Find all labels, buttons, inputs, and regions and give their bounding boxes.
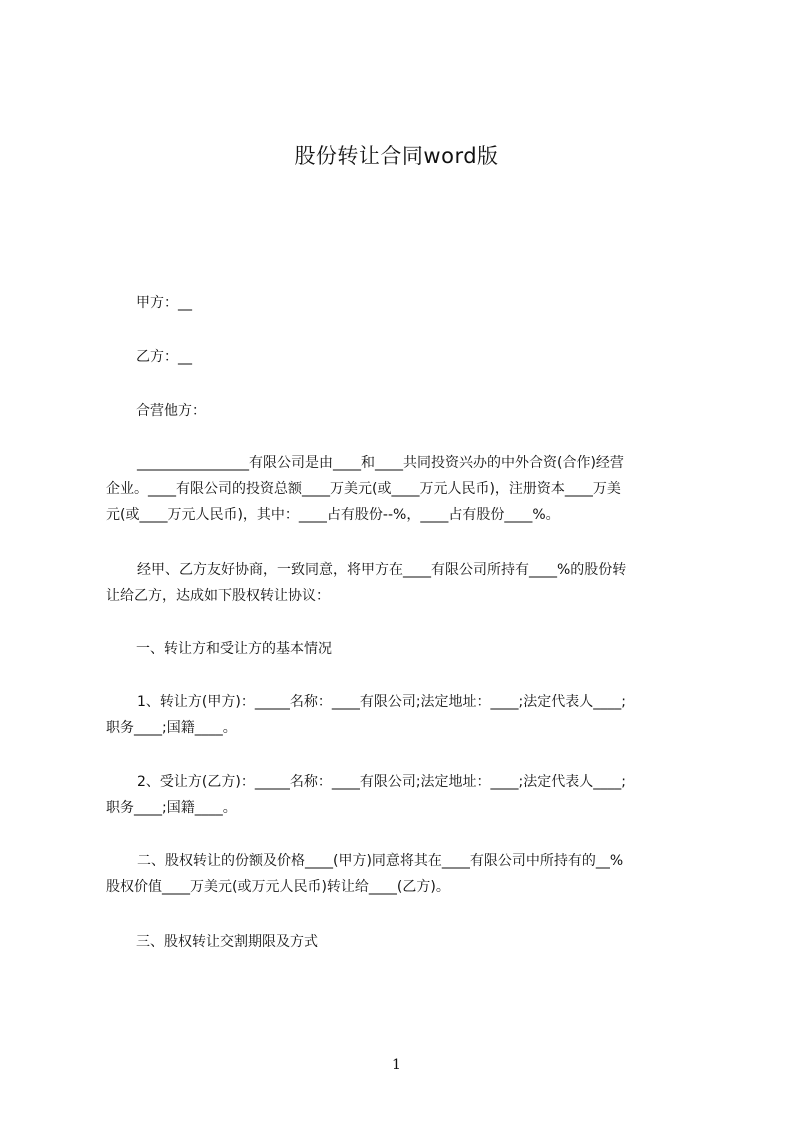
intro-paragraph <box>106 450 706 528</box>
intro-line-1: ________________有限公司是由____和____共同投资兴办的中外合资(合作)经营 <box>137 455 624 471</box>
section-2-paragraph <box>106 848 706 900</box>
agreement-line-2: 让给乙方，达成如下股权转让协议： <box>106 588 330 604</box>
intro-line-2: 企业。____有限公司的投资总额____万美元(或____万元人民币)，注册资本____万美 <box>106 481 621 497</box>
transferee-paragraph <box>106 769 706 821</box>
other-party-line: 合营他方： <box>136 403 206 419</box>
section-1-heading: 一、转让方和受让方的基本情况 <box>136 641 332 657</box>
section-2-line-2: 股权价值____万美元(或万元人民币)转让给____(乙方)。 <box>106 879 450 895</box>
page-number: 1 <box>392 1057 401 1073</box>
transferor-paragraph <box>106 689 706 741</box>
party-b-line: 乙方：__ <box>136 349 192 365</box>
transferee-line-2: 职务____;国籍____。 <box>106 800 237 816</box>
section-3-heading: 三、股权转让交割期限及方式 <box>136 934 318 950</box>
transferor-line-1: 1、转让方(甲方)：_____名称：____有限公司;法定地址：____;法定代表人____; <box>137 694 626 710</box>
document-title: 股份转让合同word版 <box>294 144 499 168</box>
agreement-paragraph <box>106 557 706 609</box>
transferee-line-1: 2、受让方(乙方)：_____名称：____有限公司;法定地址：____;法定代表人____; <box>137 774 626 790</box>
intro-line-3: 元(或____万元人民币)，其中：____占有股份--%，____占有股份____%。 <box>106 507 560 523</box>
party-a-line: 甲方：__ <box>136 295 192 311</box>
transferor-line-2: 职务____;国籍____。 <box>106 720 237 736</box>
section-2-line-1: 二、股权转让的份额及价格____(甲方)同意将其在____有限公司中所持有的__% <box>137 853 624 869</box>
agreement-line-1: 经甲、乙方友好协商，一致同意，将甲方在____有限公司所持有____%的股份转 <box>137 562 627 578</box>
